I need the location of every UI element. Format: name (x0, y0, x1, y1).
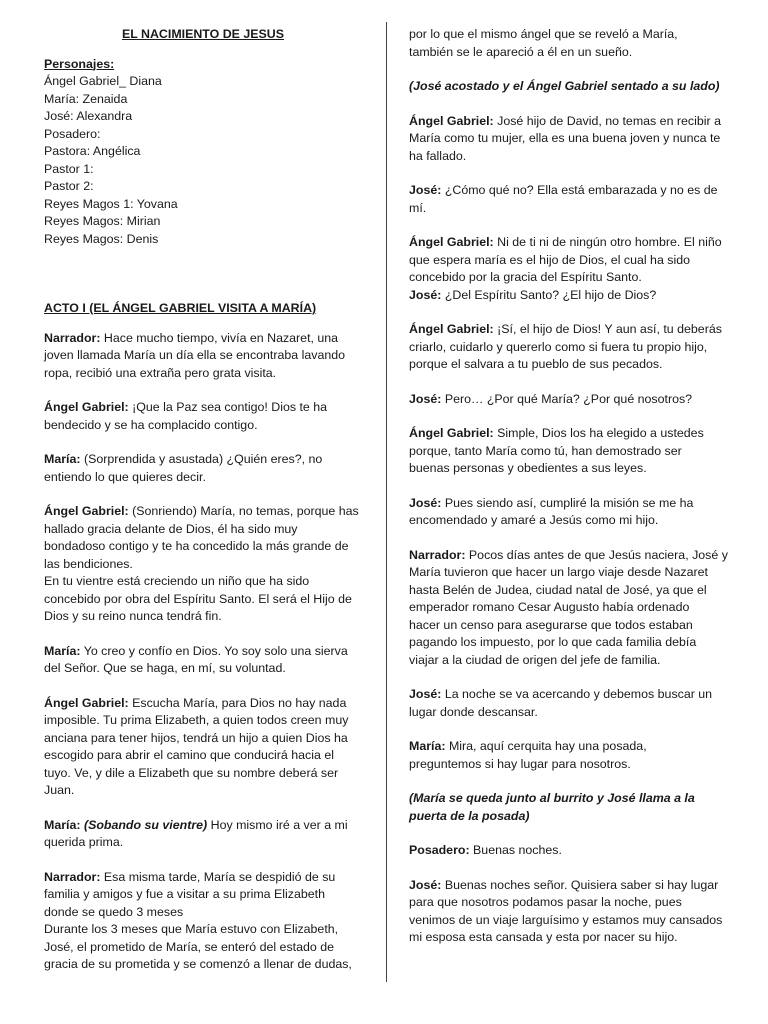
script-line (409, 686, 739, 704)
script-line (409, 182, 739, 200)
dialogue-text: María tuvieron que hacer un largo viaje desde Nazaret (409, 565, 708, 579)
dialogue-text: donde se quedo 3 meses (44, 904, 184, 919)
dialogue-text: Ni de ti ni de ningún otro hombre. El niño (493, 235, 722, 249)
dialogue-text: ¡Que la Paz sea contigo! Dios te ha (128, 400, 328, 414)
dialogue-text: María como tu mujer, ella es una buena joven y nunca te (409, 131, 721, 145)
dialogue-text: Buenas noches. (469, 843, 562, 857)
dialogue-text: Simple, Dios los ha elegido a ustedes (493, 426, 704, 440)
dialogue-text: ha fallado. (409, 148, 467, 163)
script-line (409, 582, 739, 600)
script-line (409, 148, 739, 166)
script-line (44, 347, 362, 365)
script-line (44, 904, 362, 922)
script-paragraph (44, 817, 362, 852)
dialogue-text: ¿Cómo qué no? Ella está embarazada y no es de (441, 183, 718, 197)
column-divider (386, 22, 387, 982)
script-line (44, 765, 362, 783)
script-line (409, 912, 739, 930)
script-line (409, 339, 739, 357)
stage-direction: (Sobando su vientre) (80, 817, 208, 832)
dialogue-text: pagando los impuesto, por lo que cada familia debía (409, 635, 697, 649)
dialogue-text: Yo creo y confío en Dios. Yo soy solo una sierva (80, 643, 348, 658)
script-line (409, 617, 739, 635)
cast-heading: Personajes: (44, 56, 115, 71)
script-line (44, 921, 362, 939)
script-line (44, 695, 362, 713)
cast-member: Pastor 2: (44, 179, 94, 193)
dialogue-text: joven llamada María un día ella se encontraba lavando (44, 348, 346, 362)
dialogue-text: entiendo lo que quieres decir. (44, 469, 206, 484)
dialogue-text: ¡Sí, el hijo de Dios! Y aun así, tu deberás (493, 322, 722, 336)
script-line (44, 817, 362, 835)
script-line (409, 460, 739, 478)
script-paragraph (409, 26, 739, 61)
speaker-name: José: (409, 183, 442, 197)
dialogue-text: Esa misma tarde, María se despidió de su (100, 869, 336, 884)
script-paragraph (44, 330, 362, 383)
dialogue-text: las bendiciones. (44, 556, 133, 571)
dialogue-text: criarlo, cuidarlo y quererlo como si fuera tu propio hijo, (409, 339, 708, 354)
dialogue-text: porque, tanto María como tú, han demostrado ser (409, 443, 682, 458)
dialogue-text: gracia de su prometida y se comenzó a llenar de dudas, (44, 957, 352, 971)
dialogue-text: José hijo de David, no temas en recibir a (493, 113, 721, 128)
script-line (409, 113, 739, 131)
dialogue-text: imposible. Tu prima Elizabeth, a quien todos creen muy (44, 713, 349, 727)
script-paragraph (409, 182, 739, 217)
script-line (409, 269, 739, 287)
dialogue-text: Buenas noches señor. Quisiera saber si hay lugar (441, 877, 719, 892)
script-line (409, 929, 739, 947)
dialogue-text: Pero… ¿Por qué María? ¿Por qué nosotros? (441, 391, 693, 406)
cast-list (44, 73, 362, 248)
script-line (409, 78, 739, 96)
dialogue-text: que espera maría es el hijo de Dios, el cual ha sido (409, 252, 691, 267)
script-line (44, 956, 362, 974)
speaker-name: Ángel Gabriel: (409, 113, 494, 128)
speaker-name: Ángel Gabriel: (44, 400, 129, 414)
script-line (44, 417, 362, 435)
speaker-name: María: (44, 452, 81, 466)
dialogue-text: encomendado y amaré a Jesús como mi hijo. (409, 513, 659, 527)
script-paragraph (409, 234, 739, 304)
script-line (409, 704, 739, 722)
cast-member: Ángel Gabriel_ Diana (44, 74, 162, 88)
dialogue-text: Pues siendo así, cumpliré la misión se me ha (441, 495, 694, 510)
script-line (409, 252, 739, 270)
script-line (409, 391, 739, 409)
speaker-name: Narrador: (44, 330, 101, 345)
speaker-name: Ángel Gabriel: (44, 695, 129, 710)
dialogue-text: por lo que el mismo ángel que se reveló a María, (409, 27, 678, 41)
dialogue-text: emperador romano Cesar Augusto había ordenado (409, 600, 690, 614)
cast-member: Reyes Magos: Denis (44, 231, 159, 246)
script-paragraph (409, 78, 739, 96)
script-line (44, 538, 362, 556)
script-line (44, 521, 362, 539)
dialogue-text: mi esposa esta cansada y esta por nacer su hijo. (409, 930, 678, 944)
cast-member: Posadero: (44, 126, 101, 141)
script-line (44, 660, 362, 678)
speaker-name: Ángel Gabriel: (409, 322, 494, 336)
speaker-name: José: (409, 495, 442, 510)
dialogue-text: José, el prometido de María, se enteró del estado de (44, 939, 334, 954)
dialogue-text: hasta Belén de Judea, ciudad natal de José, ya que el (409, 582, 707, 597)
script-line (44, 834, 362, 852)
script-line (44, 503, 362, 521)
cast-member: José: Alexandra (44, 109, 133, 123)
script-line (44, 591, 362, 609)
speaker-name: María: (44, 817, 81, 832)
script-paragraph (409, 495, 739, 530)
speaker-name: Narrador: (44, 869, 101, 884)
dialogue-text: bondadoso contigo y te ha concedido la más grande de (44, 539, 349, 553)
act-title: ACTO I (EL ÁNGEL GABRIEL VISITA A MARÍA) (44, 301, 317, 315)
cast-member: Reyes Magos 1: Yovana (44, 196, 178, 211)
dialogue-text: anciana para tener hijos, tendrá un hijo a quien Dios ha (44, 730, 348, 745)
script-line (409, 130, 739, 148)
dialogue-text: preguntemos si hay lugar para nosotros. (409, 756, 631, 771)
script-paragraph (44, 399, 362, 434)
dialogue-text: bendecido y se ha complacido contigo. (44, 417, 258, 432)
dialogue-text: ropa, recibió una extraña pero grata visita. (44, 365, 277, 380)
script-line (409, 652, 739, 670)
script-line (409, 790, 739, 808)
stage-direction: (José acostado y el Ángel Gabriel sentado a su lado) (409, 79, 720, 93)
script-line (409, 321, 739, 339)
dialogue-text: En tu vientre está creciendo un niño que ha sido (44, 574, 310, 588)
script-line (44, 451, 362, 469)
left-column (44, 26, 362, 991)
script-paragraph (44, 869, 362, 974)
script-line (44, 556, 362, 574)
dialogue-text: mí. (409, 200, 427, 215)
script-line (409, 738, 739, 756)
dialogue-text: Hoy mismo iré a ver a mi (207, 817, 348, 832)
script-line (44, 730, 362, 748)
dialogue-text: también se le apareció a él en un sueño. (409, 44, 633, 59)
script-paragraph (44, 451, 362, 486)
speaker-name: Ángel Gabriel: (44, 504, 129, 518)
right-script-body (409, 26, 739, 947)
script-paragraph (409, 738, 739, 773)
script-line (44, 399, 362, 417)
script-line (44, 939, 362, 957)
script-paragraph (409, 321, 739, 374)
speaker-name: José: (409, 877, 442, 892)
script-paragraph (409, 425, 739, 478)
dialogue-text: buenas personas y obedientes a sus leyes. (409, 461, 647, 475)
script-line (409, 287, 739, 305)
dialogue-text: Escucha María, para Dios no hay nada (128, 695, 347, 710)
script-line (44, 712, 362, 730)
dialogue-text: Hace mucho tiempo, vivía en Nazaret, una (100, 330, 339, 345)
dialogue-text: (Sonriendo) María, no temas, porque has (128, 504, 359, 518)
script-paragraph (409, 790, 739, 825)
script-line (409, 599, 739, 617)
dialogue-text: La noche se va acercando y debemos buscar un (441, 687, 713, 701)
dialogue-text: (Sorprendida y asustada) ¿Quién eres?, no (80, 452, 323, 466)
speaker-name: Narrador: (409, 547, 466, 562)
script-line (44, 643, 362, 661)
dialogue-text: Dios y su reino nunca tendrá fin. (44, 609, 222, 623)
script-line (409, 234, 739, 252)
script-paragraph (409, 686, 739, 721)
dialogue-text: Juan. (44, 783, 75, 797)
dialogue-text: escogido para abrir el camino que conducirá hacia el (44, 748, 334, 762)
dialogue-text: Mira, aquí cerquita hay una posada, (445, 739, 647, 753)
script-paragraph (409, 391, 739, 409)
cast-member: Reyes Magos: Mirian (44, 214, 161, 228)
script-line (44, 330, 362, 348)
script-line (409, 877, 739, 895)
script-paragraph (409, 113, 739, 166)
dialogue-text: familia y amigos y fue a visitar a su prima Elizabeth (44, 887, 325, 901)
script-line (44, 573, 362, 591)
dialogue-text: tuyo. Ve, y dile a Elizabeth que su nombre deberá ser (44, 765, 339, 780)
script-paragraph (409, 842, 739, 860)
dialogue-text: del Señor. Que se haga, en mí, su voluntad. (44, 661, 286, 675)
script-line (409, 443, 739, 461)
dialogue-text: concebido por la gracia del Espíritu Santo. (409, 270, 642, 284)
dialogue-text: ¿Del Espíritu Santo? ¿El hijo de Dios? (441, 287, 657, 302)
script-paragraph (44, 643, 362, 678)
script-line (409, 26, 739, 44)
script-line (409, 547, 739, 565)
script-paragraph (409, 877, 739, 947)
dialogue-text: viajar a la ciudad de origen del jefe de familia. (409, 652, 661, 667)
dialogue-text: porque el salvara a tu pueblo de sus pecados. (409, 357, 663, 371)
script-paragraph (409, 547, 739, 670)
speaker-name: José: (409, 287, 442, 302)
speaker-name: Posadero: (409, 843, 470, 857)
script-paragraph (44, 503, 362, 626)
stage-direction: puerta de la posada) (409, 808, 530, 823)
dialogue-text: querida prima. (44, 835, 124, 849)
script-paragraph (44, 695, 362, 800)
speaker-name: María: (44, 643, 81, 658)
script-line (409, 512, 739, 530)
stage-direction: (María se queda junto al burrito y José llama a la (409, 791, 695, 805)
script-line (409, 200, 739, 218)
cast-member: María: Zenaida (44, 91, 128, 106)
script-line (409, 634, 739, 652)
script-line (409, 425, 739, 443)
cast-member: Pastor 1: (44, 161, 94, 176)
speaker-name: José: (409, 687, 442, 701)
script-line (409, 564, 739, 582)
speaker-name: Ángel Gabriel: (409, 426, 494, 440)
script-line (409, 842, 739, 860)
speaker-name: Ángel Gabriel: (409, 235, 494, 249)
script-line (44, 608, 362, 626)
speaker-name: José: (409, 391, 442, 406)
script-line (44, 365, 362, 383)
script-line (409, 495, 739, 513)
script-line (409, 894, 739, 912)
dialogue-text: lugar donde descansar. (409, 704, 538, 719)
dialogue-text: hallado gracia delante de Dios, él ha sido muy (44, 521, 298, 536)
right-column (409, 26, 739, 964)
dialogue-text: hacer un censo para asegurarse que todos estaban (409, 617, 693, 632)
dialogue-text: Durante los 3 meses que María estuvo con Elizabeth, (44, 922, 339, 936)
speaker-name: María: (409, 739, 446, 753)
script-line (409, 356, 739, 374)
script-line (44, 469, 362, 487)
script-line (409, 44, 739, 62)
cast-member: Pastora: Angélica (44, 144, 141, 158)
script-line (44, 869, 362, 887)
dialogue-text: Pocos días antes de que Jesús naciera, José y (465, 547, 728, 562)
dialogue-text: concebido por obra del Espíritu Santo. El será el Hijo de (44, 591, 352, 606)
document-title: EL NACIMIENTO DE JESUS (121, 27, 285, 41)
script-line (44, 886, 362, 904)
script-line (44, 747, 362, 765)
left-script-body (44, 330, 362, 974)
script-line (44, 782, 362, 800)
dialogue-text: venimos de un viaje larguísimo y estamos muy cansados (409, 912, 723, 927)
script-line (409, 808, 739, 826)
script-line (409, 756, 739, 774)
dialogue-text: para que nosotros podamos pasar la noche, pues (409, 895, 682, 909)
